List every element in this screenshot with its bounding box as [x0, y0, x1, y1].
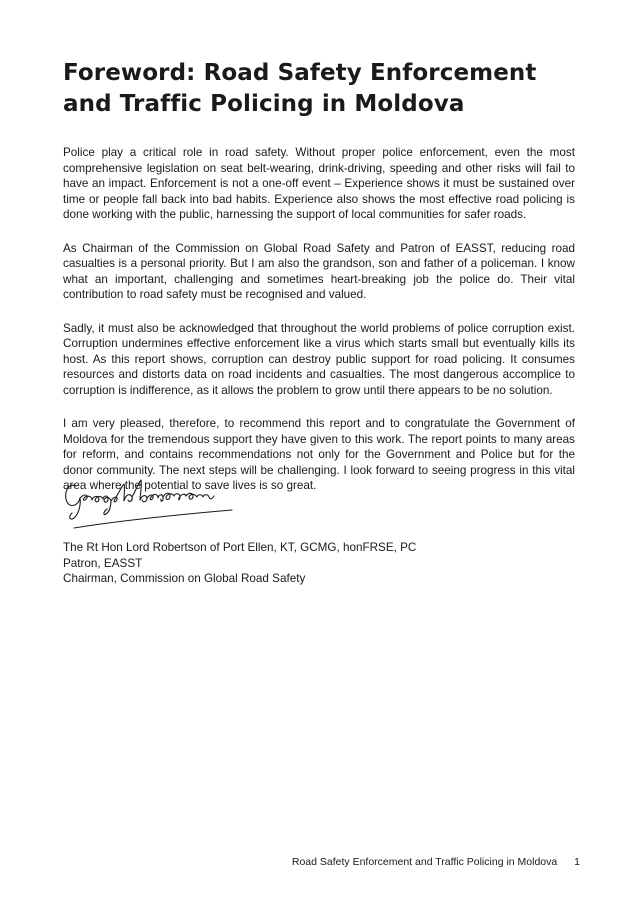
foreword-body [63, 145, 575, 512]
handwritten-signature [62, 474, 252, 532]
paragraph-2: As Chairman of the Commission on Global Road Safety and Patron of EASST, reducing road casualties is a personal priority. But I am also the grandson, son and father of a policeman. I know what an important, challenging and sometimes heart-breaking job the police do. Their vital contribution to road safety must be recognised and valued. [63, 241, 575, 301]
signatory-role-chairman: Chairman, Commission on Global Road Safety [63, 572, 306, 585]
paragraph-1: Police play a critical role in road safety. Without proper police enforcement, even the most comprehensive legislation on seat belt-wearing, drink-driving, speeding and other risks will fail to have an impact. Enforcement is not a one-off event – Experience shows it must be sustained over time or people fall back into bad habits. Experience also shows the most effective road policing is done working with the public, harnessing the support of local communities for safer roads. [63, 146, 575, 221]
signatory-name: The Rt Hon Lord Robertson of Port Ellen, KT, GCMG, honFRSE, PC [63, 541, 417, 554]
page-footer [292, 855, 580, 869]
signatory-role-patron: Patron, EASST [63, 556, 143, 570]
page-title: Foreword: Road Safety Enforcement and Traffic Policing in Moldova [63, 60, 537, 117]
running-title: Road Safety Enforcement and Traffic Policing in Moldova [291, 856, 558, 868]
page-number: 1 [574, 856, 580, 868]
signatory-block [63, 540, 563, 587]
paragraph-3: Sadly, it must also be acknowledged that throughout the world problems of police corruption exist. Corruption undermines effective enforcement like a virus which starts small but eventually kills its host. As this report shows, corruption can destroy public support for road policing. It consumes resources and distorts data on road incidents and casualties. The most dangerous accomplice to corruption is indifference, as it allows the problem to grow until there appears to be no solution. [63, 321, 575, 397]
paragraph-4: I am very pleased, therefore, to recommend this report and to congratulate the Government of Moldova for the tremendous support they have given to this work. The report points to many areas for reform, and contains recommendations not only for the Government and Police but for the donor community. The next steps will be challenging. I look forward to seeing progress in this vital area where the potential to save lives is so great. [63, 417, 575, 492]
